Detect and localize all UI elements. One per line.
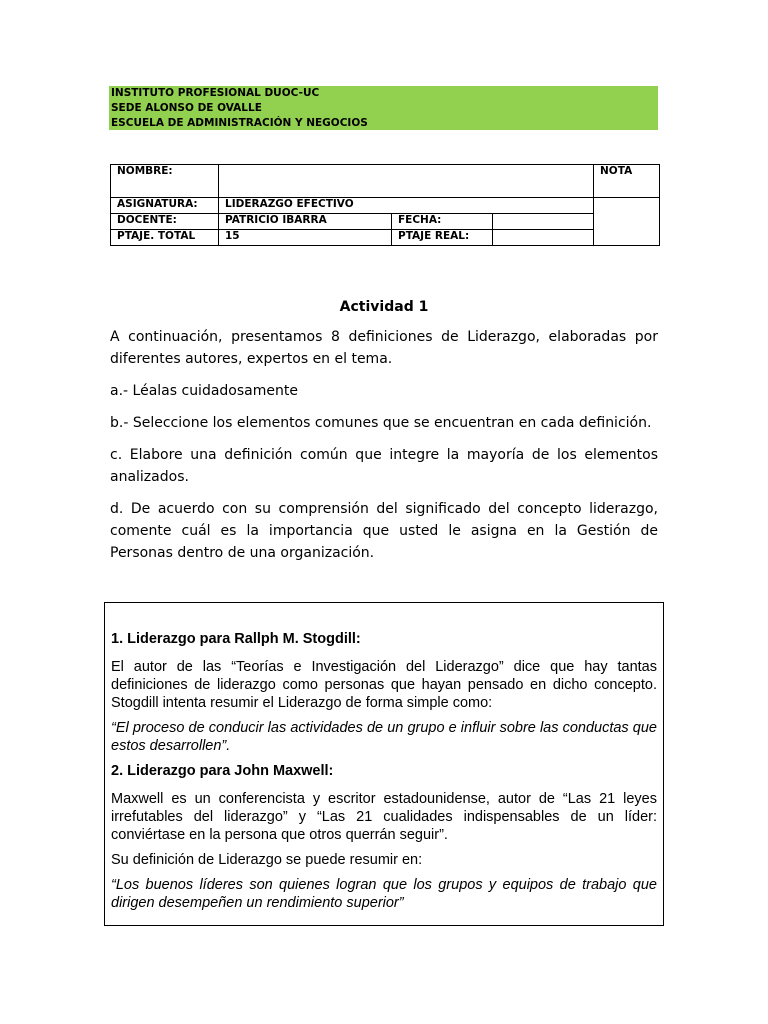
ptaje-total-value: 15 — [219, 230, 392, 246]
definition-2-text-2: Su definición de Liderazgo se puede resumir en: — [111, 852, 423, 868]
instruction-d: d. De acuerdo con su comprensión del significado del concepto liderazgo, comente cuál es la importancia que usted le asigna en la Gestión de Personas dentro de una organización. — [110, 501, 658, 561]
activity-section — [110, 296, 658, 574]
definition-2-quote: “Los buenos líderes son quienes logran que los grupos y equipos de trabajo que dirigen desempeñen un rendimiento superior” — [111, 877, 657, 911]
definition-2-title: 2. Liderazgo para John Maxwell: — [111, 763, 334, 779]
fecha-field[interactable] — [493, 214, 594, 230]
institution-name: INSTITUTO PROFESIONAL DUOC-UC — [111, 87, 320, 99]
definitions-box — [104, 602, 664, 926]
definition-1-title: 1. Liderazgo para Rallph M. Stogdill: — [111, 631, 361, 647]
instruction-c: c. Elabore una definición común que integre la mayoría de los elementos analizados. — [110, 447, 658, 485]
nombre-label: NOMBRE: — [111, 165, 219, 198]
nota-label: NOTA — [594, 165, 660, 198]
campus-name: SEDE ALONSO DE OVALLE — [111, 102, 262, 114]
asignatura-label: ASIGNATURA: — [111, 198, 219, 214]
asignatura-value: LIDERAZGO EFECTIVO — [219, 198, 594, 214]
definition-1-quote: “El proceso de conducir las actividades de un grupo e influir sobre las conductas que estos desarrollen”. — [111, 720, 657, 754]
definition-1-text: El autor de las “Teorías e Investigación del Liderazgo” dice que hay tantas definiciones de liderazgo como personas que hayan pensado en dicho concepto. Stogdill intenta resumir el Liderazgo de forma simple como: — [111, 659, 657, 711]
instruction-b: b.- Seleccione los elementos comunes que se encuentran en cada definición. — [110, 415, 652, 431]
instruction-a: a.- Léalas cuidadosamente — [110, 383, 298, 399]
activity-intro: A continuación, presentamos 8 definiciones de Liderazgo, elaboradas por diferentes autores, expertos en el tema. — [110, 329, 658, 367]
nombre-field[interactable] — [219, 165, 594, 198]
fecha-label: FECHA: — [392, 214, 493, 230]
institution-header — [109, 86, 658, 130]
definition-2-text: Maxwell es un conferencista y escritor estadounidense, autor de “Las 21 leyes irrefutables del liderazgo” y “Las 21 cualidades indispensables de un líder: conviértase en la persona que otros querrán seguir”. — [111, 791, 657, 843]
school-name: ESCUELA DE ADMINISTRACIÓN Y NEGOCIOS — [111, 117, 368, 129]
nota-field[interactable] — [594, 198, 660, 246]
ptaje-real-field[interactable] — [493, 230, 594, 246]
activity-title: Actividad 1 — [339, 299, 429, 315]
ptaje-total-label: PTAJE. TOTAL — [111, 230, 219, 246]
docente-value: PATRICIO IBARRA — [219, 214, 392, 230]
docente-label: DOCENTE: — [111, 214, 219, 230]
ptaje-real-label: PTAJE REAL: — [392, 230, 493, 246]
student-info-table — [110, 164, 660, 246]
